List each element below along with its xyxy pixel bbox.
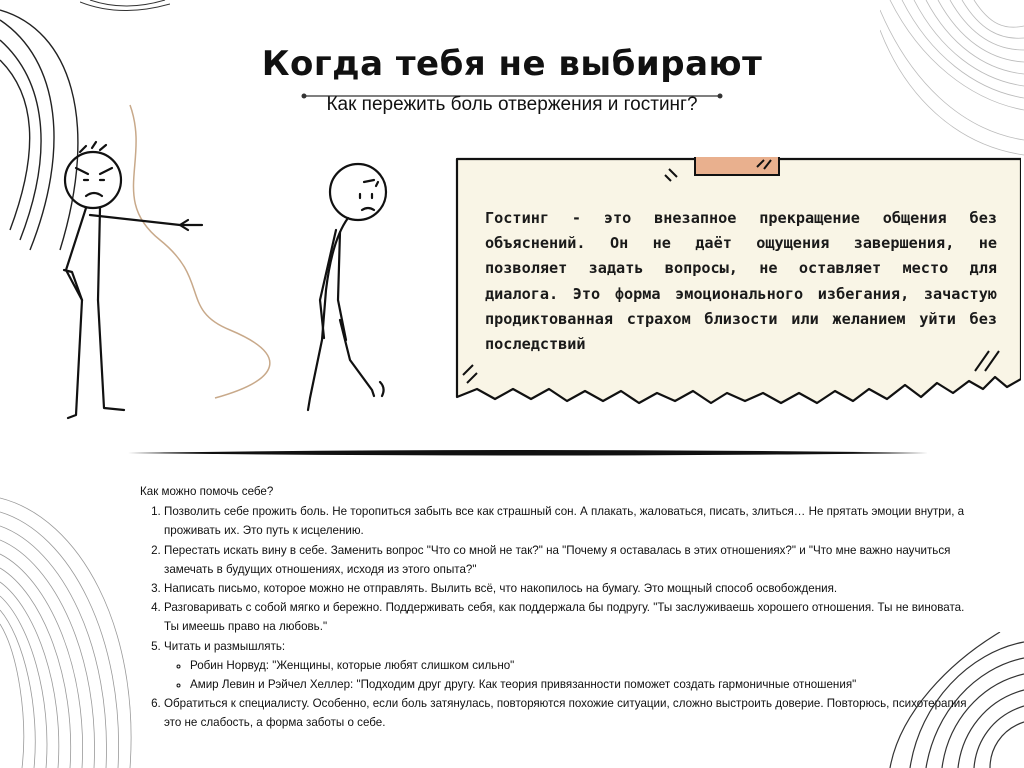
- page-title: Когда тебя не выбирают: [261, 44, 763, 84]
- page-subtitle: Как пережить боль отвержения и гостинг?: [326, 94, 698, 115]
- book-item: ◦ Робин Норвуд: "Женщины, которые любят слишком сильно": [190, 656, 970, 675]
- help-question: Как можно помочь себе?: [140, 485, 274, 498]
- top-center-wave-decoration: [80, 0, 170, 20]
- help-steps-list: [140, 502, 970, 732]
- sad-stick-figure-illustration: [290, 160, 400, 420]
- book-item: ◦ Амир Левин и Рэйчел Хеллер: "Подходим друг другу. Как теория привязанности поможет создать гармоничные отношения": [190, 675, 970, 694]
- list-item: 4. Разговаривать с собой мягко и бережно. Поддерживать себя, как поддержала бы подругу. "Ты заслуживаешь хорошего отношения. Ты не виновата. Ты имеешь право на любовь.": [164, 598, 970, 636]
- list-item: 6. Обратиться к специалисту. Особенно, если боль затянулась, повторяются похожие ситуации, сложно выстроить доверие. Повторюсь, психотерапия это не слабость, а форма заботы о себе.: [164, 694, 970, 732]
- ghosting-definition-text: Гостинг - это внезапное прекращение общения без объяснений. Он не даёт ощущения завершения, не позволяет задать вопросы, не оставляет место для диалога. Это форма эмоционального избегания, зачастую продиктованная страхом близости или желанием уйти без последствий: [485, 209, 997, 354]
- bottom-left-wave-decoration: [0, 478, 150, 768]
- books-list: [164, 656, 970, 694]
- list-item: [164, 637, 970, 695]
- help-section: [140, 482, 970, 733]
- section-divider: [128, 448, 928, 458]
- list-item: 2. Перестать искать вину в себе. Заменить вопрос "Что со мной не так?" на "Почему я оставалась в этих отношениях?" и "Что мне важно научиться замечать в будущих отношениях, исходя из этого опыта?": [164, 541, 970, 579]
- pointing-stick-figure-illustration: [40, 140, 220, 430]
- list-item-label: Читать и размышлять:: [164, 639, 286, 653]
- list-item: 3. Написать письмо, которое можно не отправлять. Вылить всё, что накопилось на бумагу. Это мощный способ освобождения.: [164, 579, 970, 598]
- list-item: 1. Позволить себе прожить боль. Не торопиться забыть все как страшный сон. А плакать, жаловаться, писать, злиться… Не прятать эмоции внутри, а проживать их. Это путь к исцелению.: [164, 502, 970, 540]
